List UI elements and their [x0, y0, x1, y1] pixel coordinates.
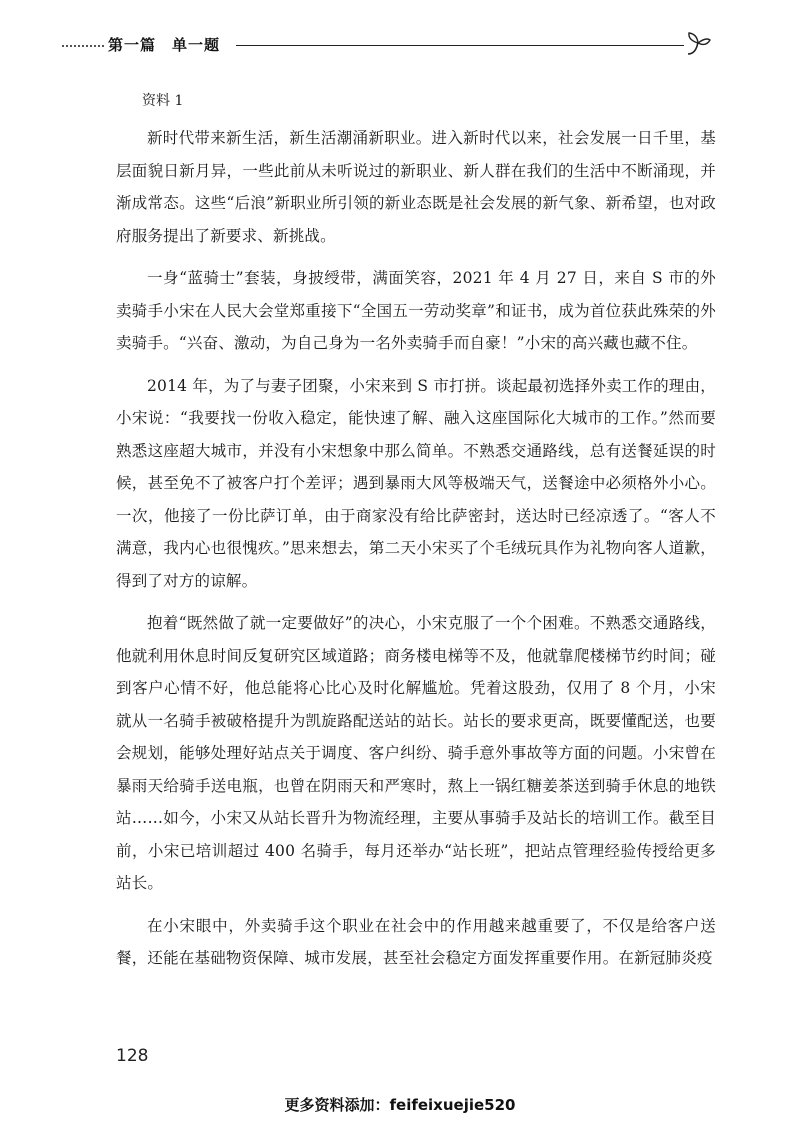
paragraph-5: 在小宋眼中，外卖骑手这个职业在社会中的作用越来越重要了，不仅是给客户送餐，还能在基础物资保障、城市发展，甚至社会稳定方面发挥重要作用。在新冠肺炎疫	[116, 916, 716, 967]
page-number: 128	[116, 1046, 149, 1066]
source-title: 资料 1	[142, 93, 184, 109]
paragraph-1: 新时代带来新生活，新生活潮涌新职业。进入新时代以来，社会发展一日千里，基层面貌日新月异，一些此前从未听说过的新职业、新人群在我们的生活中不断涌现，并渐成常态。这些“后浪”新职业所引领的新业态既是社会发展的新气象、新希望，也对政府服务提出了新要求、新挑战。	[116, 129, 716, 245]
footer-note: 更多资料添加：feifeixuejie520	[284, 1096, 516, 1114]
running-header	[0, 28, 800, 64]
header-dotted-leader	[62, 45, 104, 47]
section-title: 第一篇 单一题	[108, 36, 221, 54]
header-rule	[236, 45, 684, 46]
sprout-icon	[682, 30, 712, 60]
paragraph-3: 2014 年，为了与妻子团聚，小宋来到 S 市打拼。谈起最初选择外卖工作的理由，小宋说：“我要找一份收入稳定，能快速了解、融入这座国际化大城市的工作。”然而要熟悉这座超大城市，并没有小宋想象中那么简单。不熟悉交通路线，总有送餐延误的时候，甚至免不了被客户打个差评；遇到暴雨大风等极端天气，送餐途中必须格外小心。一次，他接了一份比萨订单，由于商家没有给比萨密封，送达时已经凉透了。“客人不满意，我内心也很愧疚。”思来想去，第二天小宋买了个毛绒玩具作为礼物向客人道歉，得到了对方的谅解。	[116, 376, 716, 590]
paragraph-4: 抱着“既然做了就一定要做好”的决心，小宋克服了一个个困难。不熟悉交通路线，他就利用休息时间反复研究区域道路；商务楼电梯等不及，他就靠爬楼梯节约时间；碰到客户心情不好，他总能将心比心及时化解尴尬。凭着这股劲，仅用了 8 个月，小宋就从一名骑手被破格提升为凯旋路配送站的站长。站长的要求更高，既要懂配送，也要会规划，能够处理好站点关于调度、客户纠纷、骑手意外事故等方面的问题。小宋曾在暴雨天给骑手送电瓶，也曾在阴雨天和严寒时，熬上一锅红糖姜茶送到骑手休息的地铁站……如今，小宋又从站长晋升为物流经理，主要从事骑手及站长的培训工作。截至目前，小宋已培训超过 400 名骑手，每月还举办“站长班”，把站点管理经验传授给更多站长。	[116, 614, 716, 892]
paragraph-2: 一身“蓝骑士”套装，身披绶带，满面笑容，2021 年 4 月 27 日，来自 S 市的外卖骑手小宋在人民大会堂郑重接下“全国五一劳动奖章”和证书，成为首位获此殊荣的外卖骑手。“兴奋、激动，为自己身为一名外卖骑手而自豪！”小宋的高兴藏也藏不住。	[116, 269, 716, 352]
document-body	[116, 84, 716, 985]
